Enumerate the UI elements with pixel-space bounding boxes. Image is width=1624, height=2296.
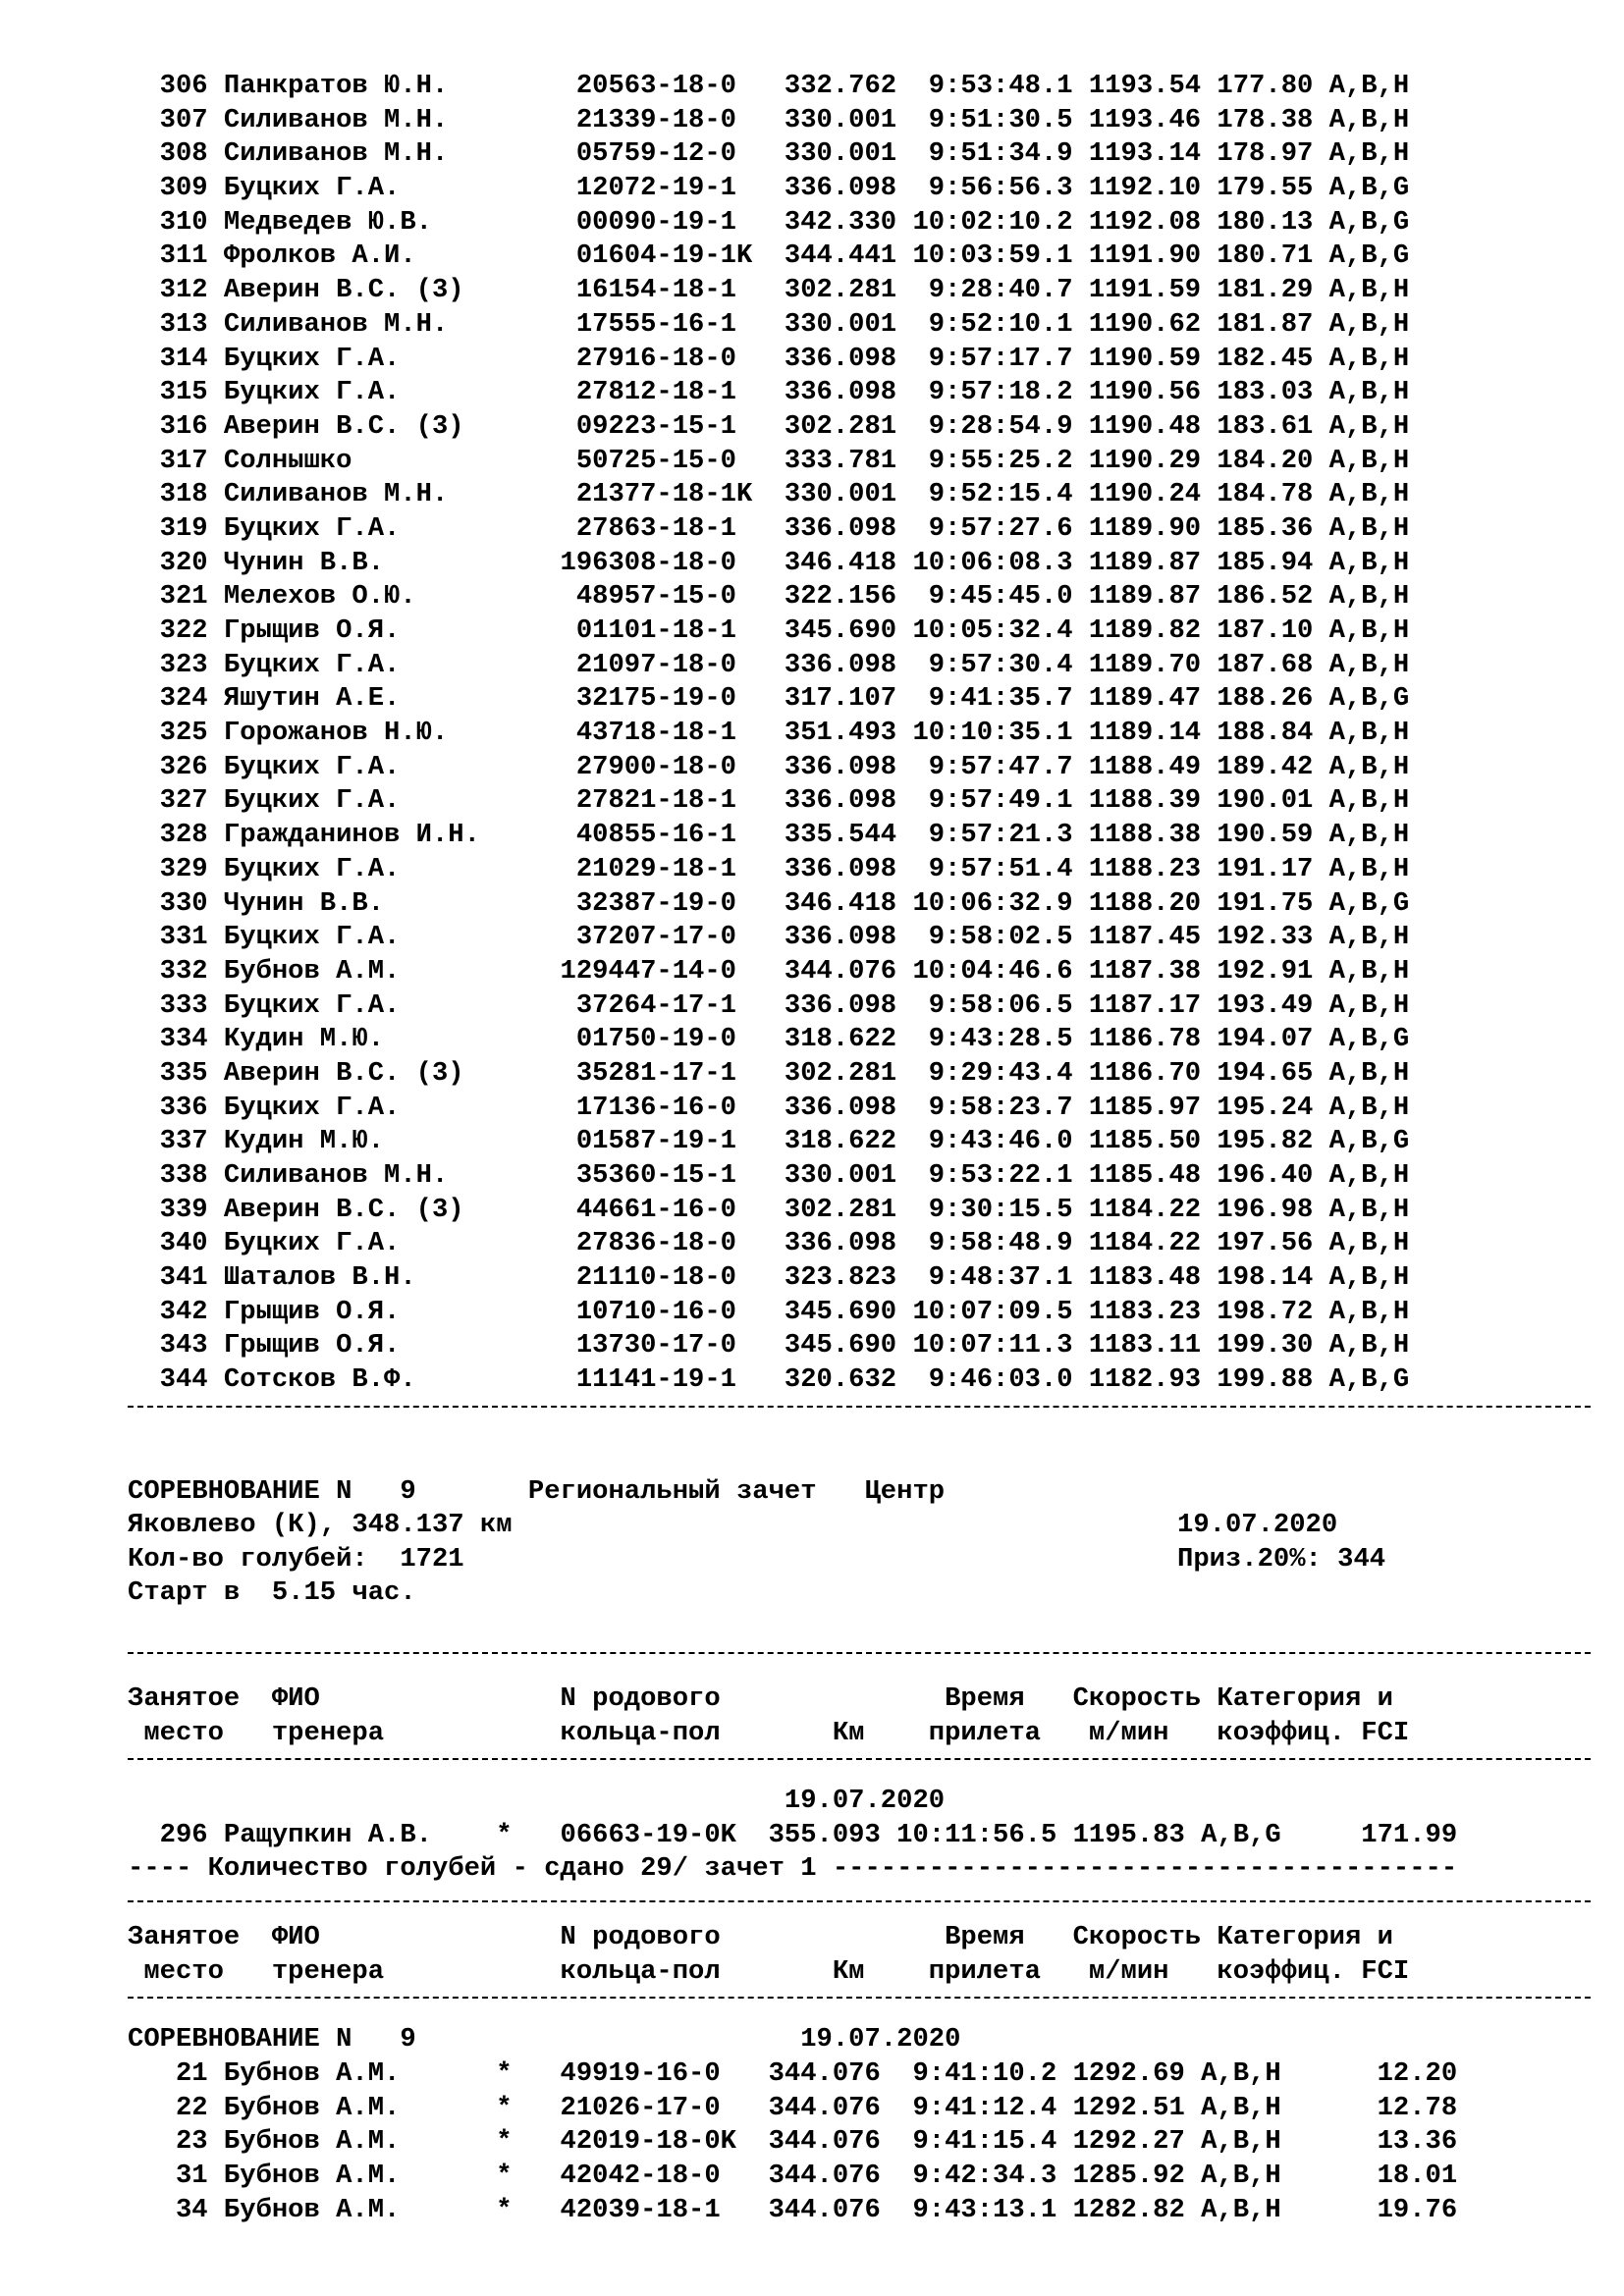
block2-rows	[0, 2057, 1457, 2227]
result-row: 313 Силиванов М.Н. 17555-16-1 330.001 9:52:10.1 1190.62 181.87 A,B,H	[128, 308, 1410, 340]
result-row: 325 Горожанов Н.Ю. 43718-18-1 351.493 10:10:35.1 1189.14 188.84 A,B,H	[128, 718, 1410, 749]
result-row: 335 Аверин В.С. (3) 35281-17-1 302.281 9:29:43.4 1186.70 194.65 A,B,H	[128, 1057, 1410, 1089]
result-row: 306 Панкратов Ю.Н. 20563-18-0 332.762 9:53:48.1 1193.54 177.80 A,B,H	[128, 71, 1410, 101]
result-row: 31 Бубнов А.М. * 42042-18-0 344.076 9:42:34.3 1285.92 A,B,H 18.01	[128, 2161, 1458, 2192]
result-row: 339 Аверин В.С. (3) 44661-16-0 302.281 9:30:15.5 1184.22 196.98 A,B,H	[128, 1194, 1410, 1225]
block1-row: 296 Ращупкин А.В. * 06663-19-0K 355.093 10:11:56.5 1195.83 A,B,G 171.99	[128, 1820, 1458, 1850]
competition-title: СОРЕВНОВАНИЕ N 9 Региональный зачет Центр	[128, 1476, 946, 1507]
result-row: 311 Фролков А.И. 01604-19-1K 344.441 10:03:59.1 1191.90 180.71 A,B,G	[128, 240, 1410, 272]
result-row: 331 Буцких Г.А. 37207-17-0 336.098 9:58:02.5 1187.45 192.33 A,B,H	[128, 922, 1410, 953]
result-row: 329 Буцких Г.А. 21029-18-1 336.098 9:57:51.4 1188.23 191.17 A,B,H	[128, 853, 1410, 884]
result-row: 324 Яшутин А.Е. 32175-19-0 317.107 9:41:35.7 1189.47 188.26 A,B,G	[128, 683, 1410, 715]
bird-count: Кол-во голубей: 1721	[128, 1544, 464, 1575]
result-row: 338 Силиванов М.Н. 35360-15-1 330.001 9:53:22.1 1185.48 196.40 A,B,H	[128, 1160, 1410, 1191]
result-row: 308 Силиванов М.Н. 05759-12-0 330.001 9:51:34.9 1193.14 178.97 A,B,H	[128, 138, 1410, 170]
result-row: 321 Мелехов О.Ю. 48957-15-0 322.156 9:45:45.0 1189.87 186.52 A,B,H	[128, 581, 1410, 613]
result-row: 332 Бубнов А.М. 129447-14-0 344.076 10:04:46.6 1187.38 192.91 A,B,H	[128, 955, 1410, 987]
result-row: 316 Аверин В.С. (3) 09223-15-1 302.281 9:28:54.9 1190.48 183.61 A,B,H	[128, 410, 1410, 442]
result-row: 334 Кудин М.Ю. 01750-19-0 318.622 9:43:28.5 1186.78 194.07 A,B,G	[128, 1024, 1410, 1055]
table-header-row1: Занятое ФИО N родового Время Скорость Категория и	[128, 1922, 1393, 1952]
result-row: 320 Чунин В.В. 196308-18-0 346.418 10:06:08.3 1189.87 185.94 A,B,H	[128, 547, 1410, 578]
competition-place: Яковлево (К), 348.137 км	[128, 1510, 513, 1540]
result-row: 341 Шаталов В.Н. 21110-18-0 323.823 9:48:37.1 1183.48 198.14 A,B,H	[128, 1262, 1410, 1294]
result-row: 319 Буцких Г.А. 27863-18-1 336.098 9:57:27.6 1189.90 185.36 A,B,H	[128, 512, 1410, 544]
block2-title: СОРЕВНОВАНИЕ N 9 19.07.2020	[128, 2024, 961, 2055]
result-row: 330 Чунин В.В. 32387-19-0 346.418 10:06:32.9 1188.20 191.75 A,B,G	[128, 887, 1410, 919]
result-row: 23 Бубнов А.М. * 42019-18-0K 344.076 9:41:15.4 1292.27 A,B,H 13.36	[128, 2126, 1458, 2158]
block1-summary: ---- Количество голубей - сдано 29/ зачет 1 ---------------------------------------	[128, 1853, 1458, 1884]
result-row: 312 Аверин В.С. (3) 16154-18-1 302.281 9:28:40.7 1191.59 181.29 A,B,H	[128, 275, 1410, 306]
result-row: 327 Буцких Г.А. 27821-18-1 336.098 9:57:49.1 1188.39 190.01 A,B,H	[128, 785, 1410, 817]
result-row: 315 Буцких Г.А. 27812-18-1 336.098 9:57:18.2 1190.56 183.03 A,B,H	[128, 377, 1410, 408]
result-row: 318 Силиванов М.Н. 21377-18-1K 330.001 9:52:15.4 1190.24 184.78 A,B,H	[128, 479, 1410, 510]
result-row: 336 Буцких Г.А. 17136-16-0 336.098 9:58:23.7 1185.97 195.24 A,B,H	[128, 1092, 1410, 1123]
result-row: 344 Сотсков В.Ф. 11141-19-1 320.632 9:46:03.0 1182.93 199.88 A,B,G	[128, 1364, 1410, 1396]
result-row: 22 Бубнов А.М. * 21026-17-0 344.076 9:41:12.4 1292.51 A,B,H 12.78	[128, 2092, 1458, 2123]
result-row: 342 Грыщив О.Я. 10710-16-0 345.690 10:07:09.5 1183.23 198.72 A,B,H	[128, 1296, 1410, 1327]
result-row: 34 Бубнов А.М. * 42039-18-1 344.076 9:43:13.1 1282.82 A,B,H 19.76	[128, 2194, 1458, 2225]
result-row: 21 Бубнов А.М. * 49919-16-0 344.076 9:41:10.2 1292.69 A,B,H 12.20	[128, 2058, 1458, 2089]
result-row: 337 Кудин М.Ю. 01587-19-1 318.622 9:43:46.0 1185.50 195.82 A,B,G	[128, 1126, 1410, 1157]
divider	[128, 1406, 1591, 1408]
block1-date: 19.07.2020	[128, 1786, 946, 1816]
result-row: 309 Буцких Г.А. 12072-19-1 336.098 9:56:56.3 1192.10 179.55 A,B,G	[128, 173, 1410, 204]
competition-date: 19.07.2020	[1177, 1510, 1338, 1540]
result-row: 314 Буцких Г.А. 27916-18-0 336.098 9:57:17.7 1190.59 182.45 A,B,H	[128, 343, 1410, 374]
result-row: 340 Буцких Г.А. 27836-18-0 336.098 9:58:48.9 1184.22 197.56 A,B,H	[128, 1228, 1410, 1259]
result-row: 323 Буцких Г.А. 21097-18-0 336.098 9:57:30.4 1189.70 187.68 A,B,H	[128, 649, 1410, 680]
divider	[128, 1652, 1591, 1654]
start-time: Старт в 5.15 час.	[128, 1577, 416, 1608]
prize-percent: Приз.20%: 344	[1177, 1544, 1386, 1575]
divider	[128, 1758, 1591, 1760]
result-row: 328 Гражданинов И.Н. 40855-16-1 335.544 9:57:21.3 1188.38 190.59 A,B,H	[128, 820, 1410, 851]
table-header-row2: место тренера кольца-пол Км прилета м/мин коэффиц. FCI	[128, 1956, 1410, 1987]
table-header-row1: Занятое ФИО N родового Время Скорость Категория и	[128, 1683, 1393, 1714]
result-row: 310 Медведев Ю.В. 00090-19-1 342.330 10:02:10.2 1192.08 180.13 A,B,G	[128, 206, 1410, 238]
divider	[128, 1900, 1591, 1902]
result-row: 317 Солнышко 50725-15-0 333.781 9:55:25.2 1190.29 184.20 A,B,H	[128, 445, 1410, 476]
result-row: 307 Силиванов М.Н. 21339-18-0 330.001 9:51:30.5 1193.46 178.38 A,B,H	[128, 104, 1410, 135]
results-list	[0, 70, 1409, 1398]
table-header-row2: место тренера кольца-пол Км прилета м/мин коэффиц. FCI	[128, 1718, 1410, 1748]
divider	[128, 1997, 1591, 1999]
result-row: 333 Буцких Г.А. 37264-17-1 336.098 9:58:06.5 1187.17 193.49 A,B,H	[128, 989, 1410, 1021]
result-row: 343 Грыщив О.Я. 13730-17-0 345.690 10:07:11.3 1183.11 199.30 A,B,H	[128, 1330, 1410, 1362]
result-row: 322 Грыщив О.Я. 01101-18-1 345.690 10:05:32.4 1189.82 187.10 A,B,H	[128, 615, 1410, 646]
result-row: 326 Буцких Г.А. 27900-18-0 336.098 9:57:47.7 1188.49 189.42 A,B,H	[128, 751, 1410, 782]
